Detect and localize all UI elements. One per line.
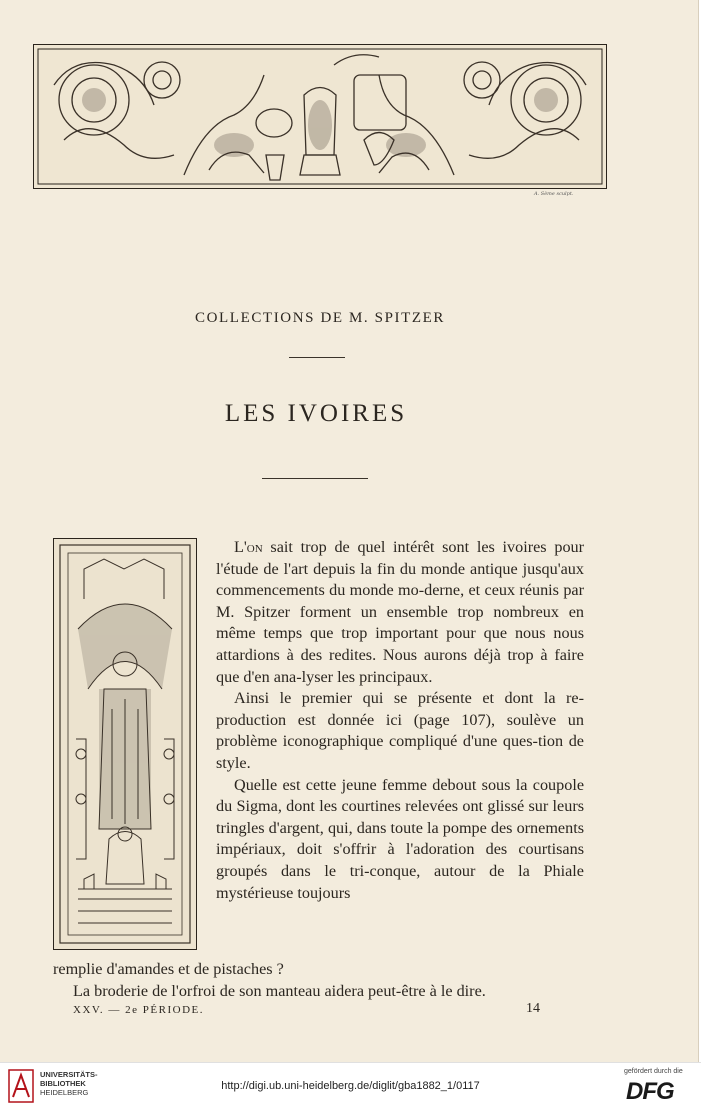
article-text-full-width (53, 959, 584, 1002)
volume-signature: XXV. — 2e PÉRIODE. (73, 1004, 204, 1016)
title-rule-long (262, 478, 368, 479)
signature-number: 14 (526, 1001, 540, 1016)
paragraph-1: L'on sait trop de quel intérêt sont les ivoires pour l'étude de l'art depuis la fin du monde antique jusqu'aux commencements du monde mo-derne, et ceux réunis par M. Spitzer forment un ensemble trop nombreux en même temps que trop important pour que nous nous attardions à des redites. Nous aurons déjà trop à faire que d'en ana-lyser les principaux. (216, 538, 585, 686)
paragraph-3: Quelle est cette jeune femme debout sous la coupole du Sigma, dont les courtines relevées ont glissé sur leurs tringles d'argent, qui, dans toute la pompe des ornements impériaux, doit s'offrir à l'adoration des courtisans groupés dans le tri-conque, autour de la Phiale mystérieuse toujours (216, 775, 585, 902)
drop-lead-word: L'on (234, 538, 263, 556)
engraver-signature: A. Sème sculpt. (534, 191, 574, 197)
paragraph-3-continued: remplie d'amandes et de pistaches ? (53, 960, 284, 978)
paragraph-2: Ainsi le premier qui se présente et dont la re-production est donnée ici (page 107), soulève un problème iconographique compliqué d'une ques-tion de style. (216, 689, 584, 772)
ivory-plaque-illustration (53, 538, 197, 950)
ivory-plaque-drawing (54, 539, 196, 949)
ornamental-header-engraving (33, 44, 607, 189)
title-rule-short (289, 357, 345, 358)
frieze-illustration (34, 45, 606, 188)
dfg-logo[interactable]: DFG (626, 1078, 674, 1105)
article-title: LES IVOIRES (224, 400, 408, 427)
viewer-footer-bar (0, 1062, 701, 1110)
collection-title: COLLECTIONS DE M. SPITZER (195, 310, 445, 326)
paragraph-4: La broderie de l'orfroi de son manteau aidera peut-être à le dire. (73, 981, 486, 1000)
university-library-name[interactable]: UNIVERSITÄTS- BIBLIOTHEK HEIDELBERG (40, 1070, 98, 1097)
funding-caption: gefördert durch die (624, 1068, 683, 1075)
article-text-beside-figure (216, 537, 584, 904)
permalink-url[interactable]: http://digi.ub.uni-heidelberg.de/diglit/gba1882_1/0117 (221, 1080, 480, 1092)
